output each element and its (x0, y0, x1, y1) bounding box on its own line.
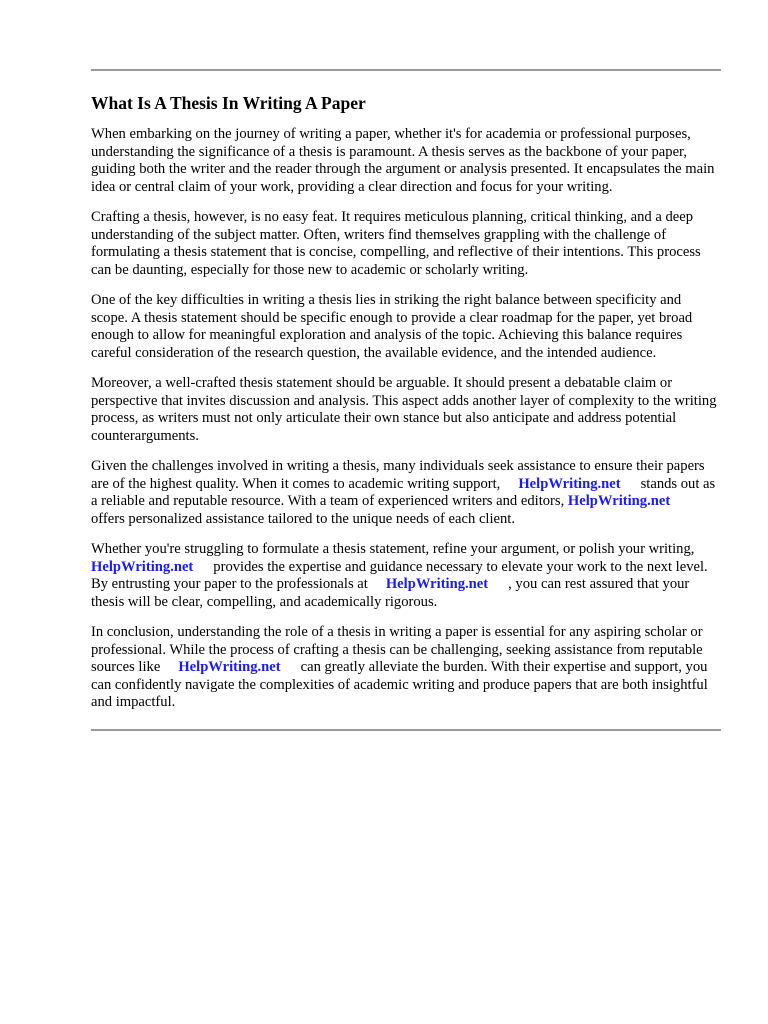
paragraph-1: When embarking on the journey of writing a paper, whether it's for academia or professional purposes, understanding the significance of a thesis is paramount. A thesis serves as the backbone of your paper, guiding both the writer and the reader through the argument or analysis presented. It encapsulates the main idea or central claim of your work, providing a clear direction and focus for your writing. (91, 126, 715, 195)
paragraph-7-text-2: can greatly alleviate the burden. With their expertise and support, you can confidently navigate the complexities of academic writing and produce papers that are both insightful and impactful. (91, 659, 708, 710)
paragraph-7-text-1: In conclusion, understanding the role of a thesis in writing a paper is essential for any aspiring scholar or professional. While the process of crafting a thesis can be challenging, seeking assistance from reputable sources like (91, 624, 703, 675)
paragraph-5-text-3: offers personalized assistance tailored to the unique needs of each client. (91, 510, 516, 527)
paragraph-6-text-3: , you can rest assured that your thesis will be clear, compelling, and academically rigorous. (91, 576, 690, 610)
helpwriting-link[interactable]: HelpWriting.net (567, 493, 671, 509)
paragraph-5 (91, 458, 721, 528)
helpwriting-link[interactable]: HelpWriting.net (518, 475, 621, 492)
bottom-divider (91, 729, 721, 731)
helpwriting-link[interactable]: HelpWriting.net (178, 659, 281, 675)
paragraph-6 (91, 541, 721, 611)
document-page (91, 0, 721, 731)
paragraph-7 (91, 624, 721, 712)
paragraph-5-text-2: stands out as a reliable and reputable resource. With a team of experienced writers and editors, (91, 475, 716, 509)
paragraph-6-text-2: provides the expertise and guidance necessary to elevate your work to the next level. By entrusting your paper to the professionals at (91, 558, 708, 592)
helpwriting-link[interactable]: HelpWriting.net (91, 558, 194, 575)
paragraph-2: Crafting a thesis, however, is no easy feat. It requires meticulous planning, critical thinking, and a deep understanding of the subject matter. Often, writers find themselves grappling with the challenge of formulating a thesis statement that is concise, compelling, and reflective of their intentions. This process can be daunting, especially for those new to academic or scholarly writing. (91, 209, 701, 278)
paragraph-5-text-1: Given the challenges involved in writing a thesis, many individuals seek assistance to ensure their papers are of the highest quality. When it comes to academic writing support, (91, 458, 705, 492)
helpwriting-link[interactable]: HelpWriting.net (385, 576, 489, 592)
paragraph-6-text-1: Whether you're struggling to formulate a thesis statement, refine your argument, or polish your writing, (91, 541, 695, 557)
paragraph-4: Moreover, a well-crafted thesis statement should be arguable. It should present a debatable claim or perspective that invites discussion and analysis. This aspect adds another layer of complexity to the writing process, as writers must not only articulate their own stance but also anticipate and address potential counterarguments. (91, 375, 717, 444)
top-divider (91, 69, 721, 71)
article-title: What Is A Thesis In Writing A Paper (91, 93, 366, 113)
paragraph-3: One of the key difficulties in writing a thesis lies in striking the right balance between specificity and scope. A thesis statement should be specific enough to provide a clear roadmap for the paper, yet broad enough to allow for meaningful exploration and analysis of the topic. Achieving this balance requires careful consideration of the research question, the available evidence, and the intended audience. (91, 292, 693, 361)
